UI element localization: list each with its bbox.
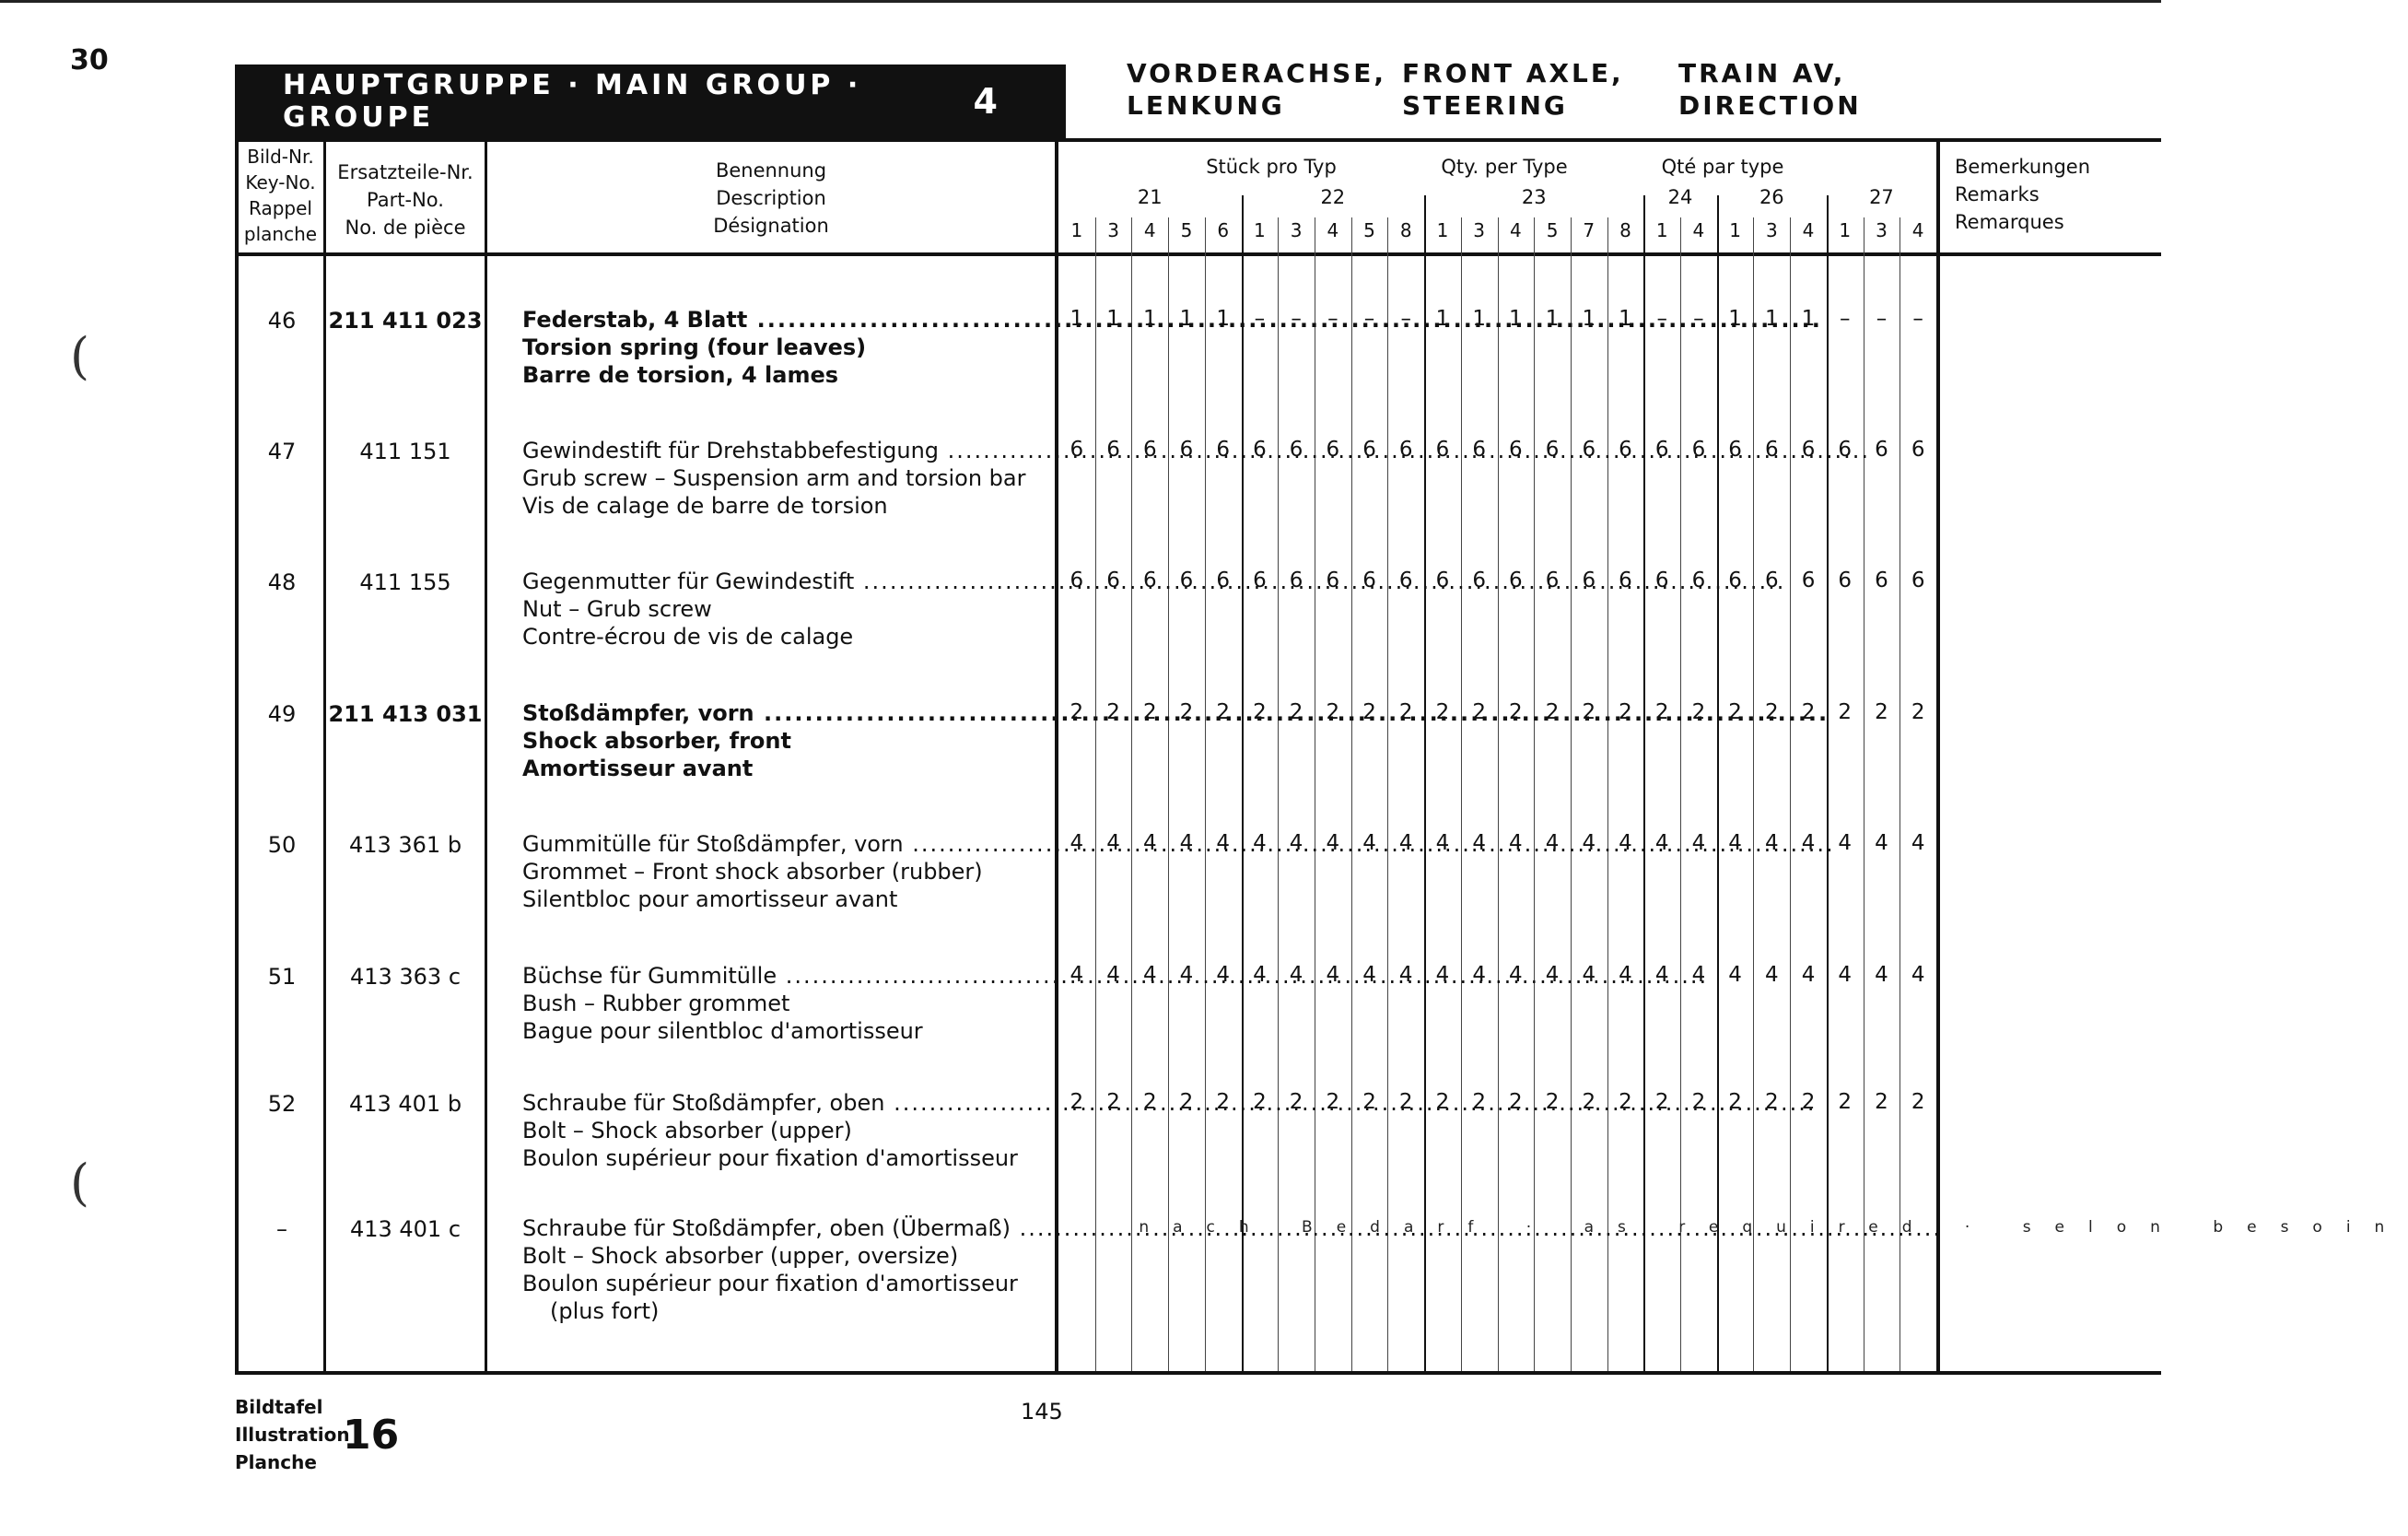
- quantity-cell: 2: [1619, 1090, 1632, 1114]
- subtype-divider: [1387, 217, 1388, 1371]
- quantity-cell: 6: [1654, 438, 1669, 462]
- quantity-cell: 1: [1216, 307, 1230, 331]
- quantity-cell: 4: [1911, 831, 1925, 855]
- subtype-divider: [1095, 217, 1096, 1371]
- column-divider: [485, 138, 487, 1375]
- subtype-divider: [1571, 217, 1572, 1371]
- description-line: Federstab, 4 Blatt .....: [522, 306, 1822, 334]
- quantity-cell: 2: [1911, 1090, 1925, 1114]
- key-number: 48: [267, 569, 297, 595]
- part-number: 413 361 b: [348, 832, 462, 858]
- quantity-cell: 4: [1253, 831, 1267, 855]
- quantity-cell: 4: [1582, 963, 1596, 987]
- header-bottom-rule: [235, 252, 2161, 256]
- left-bracket: (: [70, 327, 90, 385]
- quantity-cell: 6: [1472, 438, 1486, 462]
- type-divider: [1424, 195, 1426, 1371]
- table-top-rule: [235, 138, 2161, 142]
- quantity-cell: 6: [1398, 569, 1413, 592]
- left-bracket: (: [70, 1154, 90, 1212]
- key-number: 46: [267, 308, 297, 334]
- subtype-label: 6: [1217, 219, 1230, 241]
- subtype-divider: [1498, 217, 1499, 1371]
- subtype-label: 4: [1692, 219, 1705, 241]
- description-line: Schraube für Stoßdämpfer, oben .....: [522, 1089, 1817, 1117]
- quantity-cell: –: [1876, 307, 1888, 331]
- key-number: 51: [267, 964, 297, 990]
- subtype-divider: [1607, 217, 1608, 1371]
- description-line: Barre de torsion, 4 lames: [522, 362, 839, 388]
- type-label: 27: [1869, 186, 1894, 208]
- quantity-cell: 4: [1764, 831, 1779, 855]
- quantity-cell: 2: [1911, 700, 1925, 724]
- description-line: Shock absorber, front: [522, 728, 791, 754]
- quantity-cell: 2: [1691, 1090, 1706, 1114]
- quantity-cell: –: [1693, 307, 1704, 331]
- type-label: 21: [1137, 186, 1163, 208]
- quantity-cell: 2: [1216, 1090, 1230, 1114]
- quantity-cell: 4: [1691, 831, 1706, 855]
- subtype-divider: [1168, 217, 1169, 1371]
- quantity-cell: –: [1839, 307, 1851, 331]
- quantity-cell: 2: [1875, 1090, 1888, 1114]
- type-divider: [1242, 195, 1244, 1371]
- quantity-cell: 4: [1106, 831, 1120, 855]
- quantity-cell: 2: [1326, 700, 1340, 724]
- quantity-cell: 4: [1619, 831, 1632, 855]
- quantity-cell: 1: [1509, 307, 1523, 331]
- subtype-label: 1: [1436, 219, 1449, 241]
- quantity-cell: 6: [1362, 569, 1376, 592]
- quantity-cell: 6: [1875, 438, 1888, 462]
- quantity-cell: 6: [1728, 438, 1742, 462]
- quantity-cell: 6: [1070, 569, 1084, 592]
- subtype-label: 5: [1546, 219, 1559, 241]
- quantity-cell: 2: [1179, 700, 1194, 724]
- quantity-cell: 6: [1654, 569, 1669, 592]
- quantity-cell: 4: [1801, 963, 1816, 987]
- subtype-label: 4: [1509, 219, 1522, 241]
- quantity-cell: 6: [1326, 569, 1340, 592]
- description-line: Bague pour silentbloc d'amortisseur: [522, 1018, 923, 1044]
- column-divider: [1936, 138, 1940, 1375]
- quantity-cell: 4: [1875, 831, 1888, 855]
- quantity-cell: 4: [1472, 963, 1486, 987]
- quantity-cell: 6: [1289, 438, 1303, 462]
- quantity-cell: 2: [1582, 700, 1596, 724]
- subtype-label: 8: [1399, 219, 1412, 241]
- key-number: –: [276, 1216, 287, 1242]
- quantity-cell: 2: [1691, 700, 1706, 724]
- description-line: Vis de calage de barre de torsion: [522, 493, 888, 519]
- header-qty-fr: Qté par type: [1661, 156, 1784, 178]
- quantity-cell: 4: [1070, 831, 1084, 855]
- description-line: Boulon supérieur pour fixation d'amortisseur: [522, 1145, 1018, 1171]
- quantity-cell: 6: [1764, 569, 1779, 592]
- header-qty-de: Stück pro Typ: [1206, 156, 1337, 178]
- quantity-cell: –: [1400, 307, 1411, 331]
- quantity-cell: 6: [1764, 438, 1779, 462]
- quantity-cell: 1: [1619, 307, 1632, 331]
- subtype-divider: [1278, 217, 1279, 1371]
- quantity-cell: 2: [1545, 1090, 1560, 1114]
- subtype-divider: [1205, 217, 1206, 1371]
- quantity-cell: 2: [1728, 1090, 1742, 1114]
- quantity-cell: 6: [1472, 569, 1486, 592]
- quantity-cell: 6: [1179, 438, 1194, 462]
- quantity-cell: 4: [1838, 963, 1853, 987]
- part-description: [522, 830, 1034, 913]
- quantity-cell: 6: [1545, 569, 1560, 592]
- quantity-cell: 2: [1398, 700, 1413, 724]
- subtype-divider: [1753, 217, 1754, 1371]
- quantity-cell: 4: [1362, 831, 1376, 855]
- quantity-cell: 1: [1435, 307, 1450, 331]
- subtype-label: 1: [1070, 219, 1083, 241]
- header-qty-en: Qty. per Type: [1441, 156, 1568, 178]
- quantity-cell: 4: [1801, 831, 1816, 855]
- quantity-cell: 6: [1801, 438, 1816, 462]
- quantity-cell: 1: [1728, 307, 1742, 331]
- part-description: [522, 568, 1034, 651]
- quantity-cell: 2: [1142, 700, 1157, 724]
- description-line: Amortisseur avant: [522, 756, 754, 781]
- quantity-cell: 6: [1179, 569, 1194, 592]
- type-divider: [1827, 195, 1829, 1371]
- quantity-cell: 6: [1106, 569, 1120, 592]
- quantity-cell: 4: [1509, 831, 1523, 855]
- quantity-cell: 6: [1106, 438, 1120, 462]
- quantity-cell: 4: [1838, 831, 1853, 855]
- footer-labels: Bildtafel Illustration Planche: [235, 1396, 350, 1473]
- subtype-label: 4: [1143, 219, 1156, 241]
- subtype-label: 4: [1327, 219, 1339, 241]
- description-line: Contre-écrou de vis de calage: [522, 624, 854, 650]
- table-bottom-rule: [235, 1371, 2161, 1375]
- quantity-cell: 2: [1545, 700, 1560, 724]
- quantity-cell: 6: [1509, 438, 1523, 462]
- quantity-cell: 4: [1142, 831, 1157, 855]
- quantity-cell: 6: [1875, 569, 1888, 592]
- quantity-cell: 4: [1435, 963, 1450, 987]
- description-line: Gummitülle für Stoßdämpfer, vorn .....: [522, 830, 1835, 858]
- quantity-cell: 6: [1582, 438, 1596, 462]
- description-line: Bush – Rubber grommet: [522, 991, 790, 1016]
- quantity-cell: 6: [1619, 569, 1632, 592]
- quantity-cell: 2: [1801, 700, 1816, 724]
- quantity-cell: 2: [1472, 1090, 1486, 1114]
- key-number: 47: [267, 439, 297, 464]
- quantity-cell: 2: [1070, 1090, 1084, 1114]
- quantity-cell: 4: [1619, 963, 1632, 987]
- quantity-cell: 6: [1691, 438, 1706, 462]
- quantity-cell: 4: [1179, 831, 1194, 855]
- quantity-cell: 2: [1289, 1090, 1303, 1114]
- subtype-divider: [1790, 217, 1791, 1371]
- quantity-cell: 2: [1142, 1090, 1157, 1114]
- part-description: [522, 699, 1034, 782]
- subtype-label: 5: [1363, 219, 1375, 241]
- subtype-label: 3: [1473, 219, 1485, 241]
- quantity-cell: 2: [1582, 1090, 1596, 1114]
- description-line: (plus fort): [550, 1298, 660, 1324]
- subtype-label: 4: [1911, 219, 1924, 241]
- quantity-cell: 2: [1070, 700, 1084, 724]
- quantity-cell: 4: [1545, 963, 1560, 987]
- subtype-label: 3: [1765, 219, 1778, 241]
- description-line: Silentbloc pour amortisseur avant: [522, 886, 898, 912]
- quantity-cell: 4: [1728, 963, 1742, 987]
- quantity-cell: 4: [1435, 831, 1450, 855]
- section-title-en: FRONT AXLE, STEERING: [1402, 58, 1624, 121]
- quantity-cell: 2: [1838, 700, 1853, 724]
- quantity-cell: 6: [1582, 569, 1596, 592]
- subtype-divider: [1131, 217, 1132, 1371]
- subtype-divider: [1680, 217, 1681, 1371]
- quantity-cell: 1: [1472, 307, 1486, 331]
- quantity-cell: 6: [1326, 438, 1340, 462]
- quantity-cell: 4: [1398, 963, 1413, 987]
- quantity-cell: 2: [1435, 1090, 1450, 1114]
- description-line: Bolt – Shock absorber (upper, oversize): [522, 1243, 959, 1269]
- group-banner: [235, 64, 1062, 138]
- quantity-cell: 6: [1070, 438, 1084, 462]
- quantity-cell: 4: [1362, 963, 1376, 987]
- quantity-cell: 4: [1911, 963, 1925, 987]
- banner-edge: [1062, 64, 1066, 142]
- key-number: 49: [267, 701, 297, 727]
- header-part-no: Ersatzteile-Nr. Part-No. No. de pièce: [337, 161, 473, 239]
- quantity-cell: 6: [1619, 438, 1632, 462]
- quantity-cell: 6: [1398, 438, 1413, 462]
- quantity-cell: 1: [1545, 307, 1560, 331]
- subtype-label: 3: [1290, 219, 1303, 241]
- quantity-cell: –: [1363, 307, 1375, 331]
- quantity-cell: 4: [1326, 831, 1340, 855]
- header-remarks: Bemerkungen Remarks Remarques: [1955, 156, 2091, 233]
- quantity-cell: 6: [1362, 438, 1376, 462]
- quantity-cell: 4: [1582, 831, 1596, 855]
- subtype-divider: [1534, 217, 1535, 1371]
- quantity-cell: 6: [1435, 438, 1450, 462]
- quantity-cell: 2: [1801, 1090, 1816, 1114]
- subtype-label: 3: [1107, 219, 1119, 241]
- quantity-cell: 4: [1106, 963, 1120, 987]
- type-divider: [1717, 195, 1719, 1371]
- subtype-label: 1: [1254, 219, 1266, 241]
- subtype-label: 3: [1876, 219, 1888, 241]
- quantity-cell: 4: [1545, 831, 1560, 855]
- description-line: Gewindestift für Drehstabbefestigung .....: [522, 437, 1870, 464]
- quantity-cell: 2: [1326, 1090, 1340, 1114]
- quantity-cell: 2: [1875, 700, 1888, 724]
- quantity-cell: 2: [1106, 1090, 1120, 1114]
- quantity-cell: –: [1912, 307, 1923, 331]
- quantity-cell: 4: [1875, 963, 1888, 987]
- quantity-cell: 4: [1216, 963, 1230, 987]
- quantity-cell: 1: [1582, 307, 1596, 331]
- subtype-label: 7: [1583, 219, 1596, 241]
- quantity-cell: –: [1656, 307, 1667, 331]
- quantity-cell: 6: [1838, 438, 1853, 462]
- quantity-cell: 1: [1142, 307, 1157, 331]
- description-line: Gegenmutter für Gewindestift .....: [522, 568, 1785, 595]
- description-line: Nut – Grub screw: [522, 596, 712, 622]
- key-number: 52: [267, 1091, 297, 1117]
- quantity-cell: 6: [1801, 569, 1816, 592]
- subtype-label: 1: [1655, 219, 1668, 241]
- quantity-cell: 2: [1838, 1090, 1853, 1114]
- quantity-cell: 4: [1142, 963, 1157, 987]
- quantity-cell: –: [1327, 307, 1338, 331]
- quantity-cell: 6: [1435, 569, 1450, 592]
- quantity-cell: 2: [1216, 700, 1230, 724]
- quantity-cell: 6: [1509, 569, 1523, 592]
- quantity-cell: 4: [1398, 831, 1413, 855]
- part-description: [522, 1214, 1034, 1325]
- quantity-cell: 4: [1691, 963, 1706, 987]
- quantity-cell: 4: [1179, 963, 1194, 987]
- type-divider: [1643, 195, 1645, 1371]
- subtype-label: 1: [1839, 219, 1852, 241]
- quantity-cell: –: [1254, 307, 1266, 331]
- quantity-cell: 6: [1911, 438, 1925, 462]
- quantity-cell: 2: [1472, 700, 1486, 724]
- quantity-cell: 4: [1654, 963, 1669, 987]
- group-number: 4: [973, 81, 998, 122]
- quantity-cell: 4: [1216, 831, 1230, 855]
- description-line: Boulon supérieur pour fixation d'amortisseur: [522, 1271, 1018, 1296]
- quantity-cell: 6: [1838, 569, 1853, 592]
- part-description: [522, 437, 1034, 520]
- top-rule: [0, 0, 2161, 3]
- quantity-cell: 2: [1619, 700, 1632, 724]
- subtype-label: 5: [1180, 219, 1193, 241]
- description-line: Torsion spring (four leaves): [522, 334, 867, 360]
- description-line: Grub screw – Suspension arm and torsion bar: [522, 465, 1026, 491]
- type-label: 24: [1667, 186, 1693, 208]
- section-title-fr: TRAIN AV, DIRECTION: [1678, 58, 1862, 121]
- type-label: 23: [1521, 186, 1547, 208]
- quantity-cell: 1: [1179, 307, 1194, 331]
- quantity-cell: 4: [1070, 963, 1084, 987]
- subtype-label: 8: [1619, 219, 1631, 241]
- description-line: Stoßdämpfer, vorn .....: [522, 699, 1829, 727]
- part-number: 411 151: [359, 439, 451, 464]
- quantity-cell: 1: [1764, 307, 1779, 331]
- quantity-cell: 1: [1106, 307, 1120, 331]
- quantity-cell: 4: [1289, 831, 1303, 855]
- quantity-cell: 6: [1253, 438, 1267, 462]
- part-number: 413 401 c: [349, 1216, 462, 1242]
- quantity-cell: 2: [1728, 700, 1742, 724]
- description-line: Bolt – Shock absorber (upper): [522, 1118, 852, 1143]
- part-number: 413 401 b: [348, 1091, 462, 1117]
- quantity-cell: 4: [1764, 963, 1779, 987]
- quantity-cell: 6: [1728, 569, 1742, 592]
- quantity-cell: 2: [1106, 700, 1120, 724]
- quantity-cell: 4: [1289, 963, 1303, 987]
- part-number: 211 413 031: [328, 701, 483, 727]
- footer-page-number: 145: [1021, 1399, 1063, 1425]
- quantity-cell: 2: [1398, 1090, 1413, 1114]
- quantity-cell: 6: [1216, 438, 1230, 462]
- quantity-cell: 2: [1253, 1090, 1267, 1114]
- subtype-label: 4: [1802, 219, 1815, 241]
- page-number: 30: [70, 44, 109, 76]
- subtype-divider: [1351, 217, 1352, 1371]
- quantity-note: nach Bedarf · as required · selon besoin: [1139, 1218, 2408, 1237]
- quantity-cell: 6: [1289, 569, 1303, 592]
- part-number: 411 155: [359, 569, 451, 595]
- description-line: Grommet – Front shock absorber (rubber): [522, 859, 983, 885]
- plate-number: 16: [343, 1412, 400, 1459]
- quantity-cell: 6: [1911, 569, 1925, 592]
- quantity-cell: 6: [1142, 438, 1157, 462]
- group-banner-label: HAUPTGRUPPE · MAIN GROUP · GROUPE: [283, 69, 862, 134]
- quantity-cell: 2: [1654, 700, 1669, 724]
- quantity-cell: 1: [1801, 307, 1816, 331]
- part-description: [522, 1089, 1034, 1172]
- header-description: Benennung Description Désignation: [713, 159, 829, 237]
- quantity-cell: 2: [1435, 700, 1450, 724]
- quantity-cell: –: [1291, 307, 1302, 331]
- type-label: 22: [1320, 186, 1346, 208]
- quantity-cell: 4: [1472, 831, 1486, 855]
- quantity-cell: 6: [1253, 569, 1267, 592]
- subtype-label: 1: [1729, 219, 1741, 241]
- quantity-cell: 4: [1728, 831, 1742, 855]
- section-title-de: VORDERACHSE, LENKUNG: [1127, 58, 1387, 121]
- quantity-cell: 1: [1070, 307, 1084, 331]
- quantity-cell: 6: [1216, 569, 1230, 592]
- quantity-cell: 2: [1654, 1090, 1669, 1114]
- quantity-cell: 4: [1509, 963, 1523, 987]
- type-label: 26: [1759, 186, 1784, 208]
- quantity-cell: 2: [1289, 700, 1303, 724]
- quantity-cell: 6: [1142, 569, 1157, 592]
- quantity-cell: 2: [1764, 1090, 1779, 1114]
- quantity-cell: 2: [1509, 1090, 1523, 1114]
- quantity-cell: 6: [1691, 569, 1706, 592]
- part-description: [522, 306, 1034, 389]
- quantity-cell: 6: [1545, 438, 1560, 462]
- quantity-cell: 2: [1253, 700, 1267, 724]
- subtype-divider: [1461, 217, 1462, 1371]
- key-number: 50: [267, 832, 297, 858]
- quantity-cell: 4: [1654, 831, 1669, 855]
- header-key-no: Bild-Nr. Key-No. Rappel planche: [243, 146, 318, 245]
- quantity-cell: 2: [1362, 1090, 1376, 1114]
- part-description: [522, 962, 1034, 1045]
- quantity-cell: 4: [1326, 963, 1340, 987]
- description-line: Schraube für Stoßdämpfer, oben (Übermaß) .....: [522, 1214, 1942, 1242]
- quantity-cell: 4: [1253, 963, 1267, 987]
- quantity-cell: 2: [1764, 700, 1779, 724]
- part-number: 413 363 c: [349, 964, 462, 990]
- quantity-cell: 2: [1362, 700, 1376, 724]
- quantity-cell: 2: [1509, 700, 1523, 724]
- quantity-cell: 2: [1179, 1090, 1194, 1114]
- description-line: Büchse für Gummitülle .....: [522, 962, 1708, 990]
- part-number: 211 411 023: [328, 308, 483, 334]
